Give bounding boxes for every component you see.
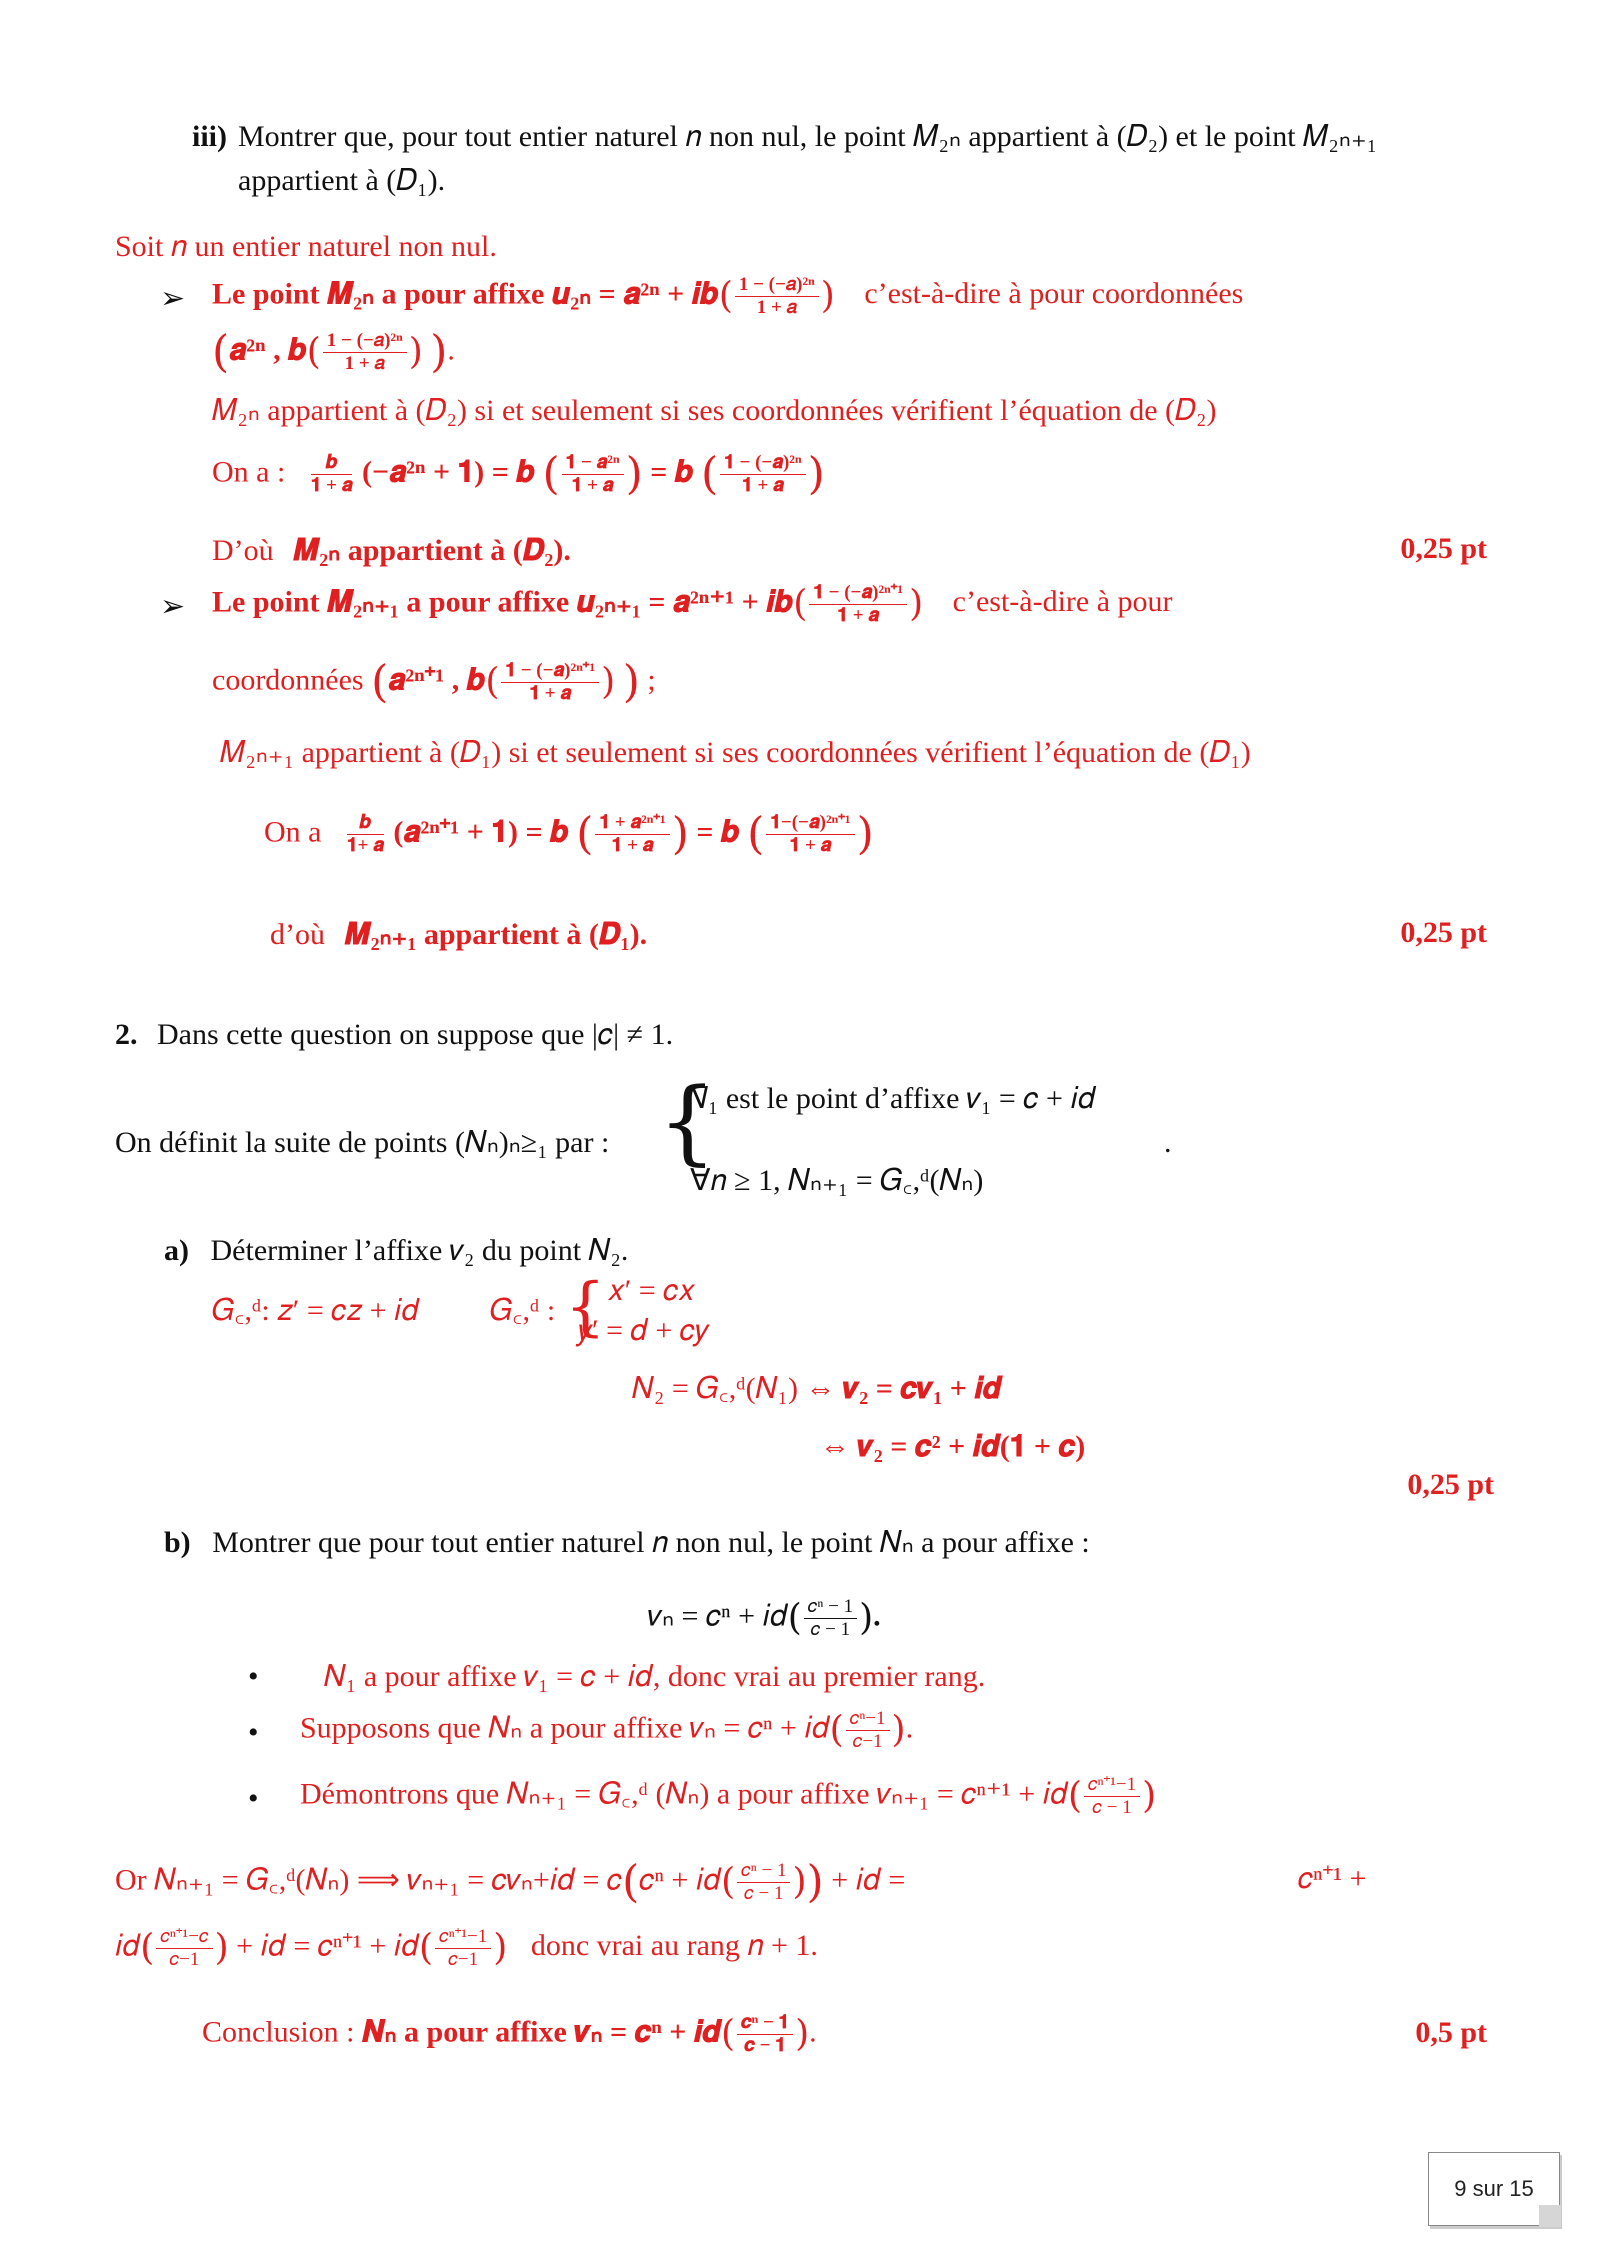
bullet-dot-2: • bbox=[248, 1716, 259, 1749]
system-dot: . bbox=[1164, 1126, 1172, 1159]
transformation-system-label: 𝐺꜀,ᵈ : bbox=[490, 1294, 556, 1327]
bullet-1-coords: (𝒂²ⁿ , 𝒃( $\frac{\text{1 − (−𝑎)²ⁿ}}{\text{1 + 𝑎}}$ ) ). bbox=[212, 326, 455, 378]
bullet-2-conclusion: d’où 𝑴₂ₙ₊₁ appartient à (𝑫₁). bbox=[270, 918, 648, 951]
question-b: b) Montrer que pour tout entier naturel 𝑛 non nul, le point 𝑁ₙ a pour affixe : bbox=[164, 1526, 1090, 1559]
soit-line: Soit 𝑛 un entier naturel non nul. bbox=[115, 230, 497, 263]
bullet-2-arrow: ➢ bbox=[160, 590, 186, 623]
page-fold-icon bbox=[1539, 2205, 1561, 2227]
fraction-u2n: $\frac{\text{1 − (−𝑎)²ⁿ}}{\text{1 + 𝑎}}$ bbox=[735, 274, 819, 319]
question-a: a) Déterminer l’affixe 𝑣₂ du point 𝑁₂. bbox=[164, 1234, 629, 1267]
question-iii-text-line1: Montrer que, pour tout entier naturel 𝑛 non nul, le point 𝑀₂ₙ appartient à (𝐷₂) et le point 𝑀₂ₙ₊₁ bbox=[238, 120, 1378, 153]
points-4: 0,5 pt bbox=[1415, 2016, 1487, 2049]
transformation-complex: 𝐺꜀,ᵈ: 𝑧′ = 𝑐𝑧 + 𝑖𝑑 bbox=[212, 1294, 420, 1327]
bullet-1-line: Le point 𝑴₂ₙ a pour affixe 𝒖₂ₙ = 𝒂²ⁿ + 𝒊𝒃( $\frac{\text{1 − (−𝑎)²ⁿ}}{\text{1 + 𝑎}}$ ) c’est-à-dire à pour coordonnées bbox=[212, 274, 1244, 318]
system-line-2: ∀𝑛 ≥ 1, 𝑁ₙ₊₁ = 𝐺꜀,ᵈ(𝑁ₙ) bbox=[690, 1164, 984, 1197]
induction-proof-line-1: Or 𝑁ₙ₊₁ = 𝐺꜀,ᵈ(𝑁ₙ) ⟹ 𝑣ₙ₊₁ = 𝑐𝑣ₙ+𝑖𝑑 = 𝑐(𝑐ⁿ + 𝑖𝑑( $\frac{\text{𝑐ⁿ − 1}}{\text{𝑐 − 1}}$ )) + 𝑖𝑑 = bbox=[115, 1856, 906, 1908]
question-iii-text-line2: appartient à (𝐷₁). bbox=[238, 164, 446, 197]
page-number: 9 sur 15 bbox=[1454, 2176, 1534, 2201]
sequence-definition-label: On définit la suite de points (𝑁ₙ)ₙ≥₁ par : bbox=[115, 1126, 610, 1159]
induction-step: Démontrons que 𝑁ₙ₊₁ = 𝐺꜀,ᵈ (𝑁ₙ) a pour affixe 𝑣ₙ₊₁ = 𝑐ⁿ⁺¹ + 𝑖𝑑( $\frac{\text{𝑐ⁿ⁺¹−1}}{\text{𝑐 − 1}}$ ) bbox=[300, 1774, 1157, 1818]
induction-proof-line-1-end: 𝑐ⁿ⁺¹ + bbox=[1298, 1862, 1367, 1895]
system-brace: { bbox=[658, 1068, 717, 1175]
bullet-1-equation: On a : $\frac{\text{𝒃}}{\text{𝟏 + 𝒂}}$ (−𝒂²ⁿ + 𝟏) = 𝒃 ( $\frac{\text{𝟏 − 𝒂²ⁿ}}{\text{𝟏 + 𝒂}}$ ) = 𝒃 ( $\frac{\text{𝟏 − (−𝒂)²ⁿ}}{\text{𝟏 + 𝒂}}$ ) bbox=[212, 448, 825, 500]
v2-equation-1: 𝑁₂ = 𝐺꜀,ᵈ(𝑁₁) ⇔ 𝒗₂ = 𝒄𝒗₁ + 𝒊𝒅 bbox=[632, 1372, 1002, 1405]
question-2: 2. Dans cette question on suppose que |𝑐| ≠ 1. bbox=[115, 1018, 674, 1051]
conclusion-line: Conclusion : 𝑵ₙ a pour affixe 𝒗ₙ = 𝒄ⁿ + 𝒊𝒅( $\frac{\text{𝒄ⁿ − 𝟏}}{\text{𝒄 − 𝟏}}$ ). bbox=[202, 2012, 817, 2056]
induction-hypothesis: Supposons que 𝑁ₙ a pour affixe 𝑣ₙ = 𝑐ⁿ + 𝑖𝑑( $\frac{\text{𝑐ⁿ−1}}{\text{𝑐−1}}$ ). bbox=[300, 1708, 914, 1752]
bullet-dot-3: • bbox=[248, 1782, 259, 1815]
bullet-1-arrow: ➢ bbox=[160, 282, 186, 315]
page-number-box bbox=[1428, 2152, 1560, 2226]
points-3: 0,25 pt bbox=[1407, 1468, 1494, 1501]
bullet-1-condition: 𝑀₂ₙ appartient à (𝐷₂) si et seulement si ses coordonnées vérifient l’équation de (𝐷₂) bbox=[212, 394, 1217, 427]
bullet-dot-1: • bbox=[248, 1660, 259, 1693]
v2-equation-2: ⇔ 𝒗₂ = 𝒄² + 𝒊𝒅(𝟏 + 𝒄) bbox=[820, 1430, 1086, 1463]
transformation-y: 𝑦′ = 𝑑 + 𝑐𝑦 bbox=[578, 1314, 709, 1347]
question-iii-label: iii) bbox=[192, 120, 227, 153]
points-1: 0,25 pt bbox=[1400, 532, 1487, 565]
transformation-x: 𝑥′ = 𝑐𝑥 bbox=[608, 1274, 696, 1307]
induction-base: 𝑁₁ a pour affixe 𝑣₁ = 𝑐 + 𝑖𝑑, donc vrai au premier rang. bbox=[324, 1660, 986, 1693]
bullet-2-condition: 𝑀₂ₙ₊₁ appartient à (𝐷₁) si et seulement si ses coordonnées vérifient l’équation de (𝐷₁) bbox=[220, 736, 1251, 769]
bullet-1-conclusion: D’où 𝑴₂ₙ appartient à (𝑫₂). bbox=[212, 534, 571, 567]
bullet-2-coords: coordonnées (𝒂²ⁿ⁺¹ , 𝒃( $\frac{\text{𝟏 − (−𝒂)²ⁿ⁺¹}}{\text{𝟏 + 𝒂}}$ ) ) ; bbox=[212, 656, 656, 708]
bullet-2-line: Le point 𝑴₂ₙ₊₁ a pour affixe 𝒖₂ₙ₊₁ = 𝒂²ⁿ⁺¹ + 𝒊𝒃( $\frac{\text{𝟏 − (−𝒂)²ⁿ⁺¹}}{\text{𝟏 + 𝒂}}$ ) c’est-à-dire à pour bbox=[212, 582, 1173, 626]
system-line-1: 𝑁₁ est le point d’affixe 𝑣₁ = 𝑐 + 𝑖𝑑 bbox=[686, 1082, 1096, 1115]
transformation-brace: { bbox=[565, 1270, 606, 1344]
vn-formula: 𝑣ₙ = 𝑐ⁿ + 𝑖𝑑( $\frac{\text{𝑐ⁿ − 1}}{\text{𝑐 − 1}}$ ). bbox=[648, 1596, 881, 1640]
induction-proof-line-2: 𝑖𝑑( $\frac{\text{𝑐ⁿ⁺¹−𝑐}}{\text{𝑐−1}}$ ) + 𝑖𝑑 = 𝑐ⁿ⁺¹ + 𝑖𝑑( $\frac{\text{𝑐ⁿ⁺¹−1}}{\text{𝑐−1}}$ ) donc vrai au rang 𝑛 + 1. bbox=[115, 1926, 818, 1970]
bullet-2-equation: On a $\frac{\text{𝒃}}{\text{𝟏+ 𝒂}}$ (𝒂²ⁿ⁺¹ + 𝟏) = 𝒃 ( $\frac{\text{𝟏 + 𝒂²ⁿ⁺¹}}{\text{𝟏 + 𝒂}}$ ) = 𝒃 ( $\frac{\text{𝟏−(−𝒂)²ⁿ⁺¹}}{\text{𝟏 + 𝒂}}$ ) bbox=[264, 808, 874, 860]
points-2: 0,25 pt bbox=[1400, 916, 1487, 949]
